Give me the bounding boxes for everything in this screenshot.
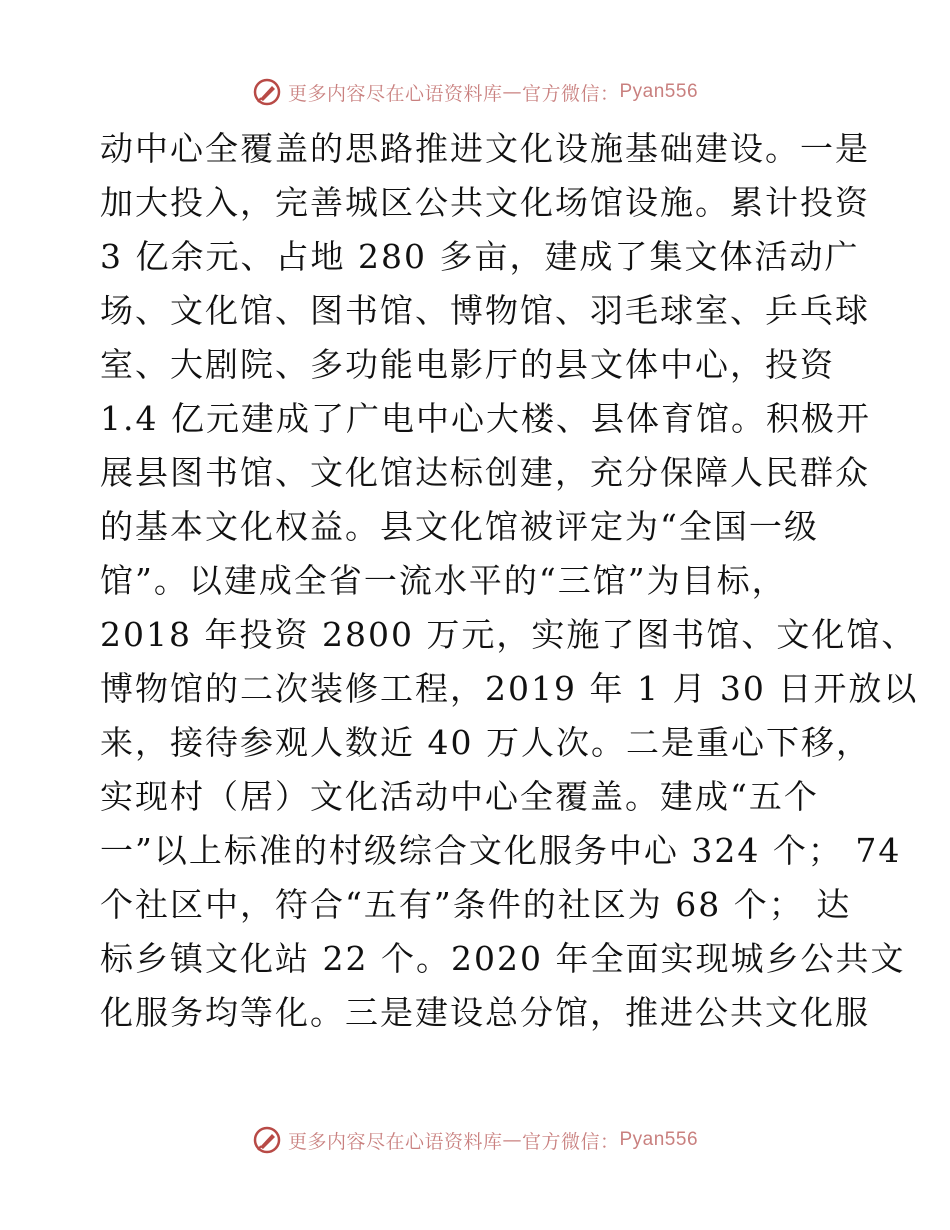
body-line: 场、文化馆、图书馆、博物馆、羽毛球室、乒乓球 (100, 291, 870, 330)
body-line: 2018 年投资 2800 万元，实施了图书馆、文化馆、 (100, 615, 917, 654)
footer-banner (0, 1120, 950, 1160)
footer-brand-text: 更多内容尽在心语资料库 (287, 1130, 503, 1153)
body-line: 个社区中，符合“五有”条件的社区为 68 个； 达 (100, 885, 852, 924)
body-line: 一”以上标准的村级综合文化服务中心 324 个； 74 (100, 831, 902, 870)
header-brand-text: 更多内容尽在心语资料库 (287, 82, 503, 105)
body-line: 实现村（居）文化活动中心全覆盖。建成“五个 (100, 777, 819, 816)
header-banner (0, 72, 950, 112)
document-body (100, 122, 919, 1040)
header-wechat-label: 官方微信： (521, 82, 620, 105)
body-line: 3 亿余元、占地 280 多亩，建成了集文体活动广 (100, 237, 860, 276)
body-line: 的基本文化权益。县文化馆被评定为“全国一级 (100, 507, 819, 546)
header-separator: — (502, 81, 522, 103)
body-line: 展县图书馆、文化馆达标创建，充分保障人民群众 (100, 453, 870, 492)
footer-separator: — (502, 1129, 522, 1151)
body-line: 动中心全覆盖的思路推进文化设施基础建设。一是 (100, 129, 870, 168)
footer-wechat-label: 官方微信： (521, 1130, 620, 1153)
footer-wechat-id: Pyan556 (619, 1129, 699, 1150)
body-line: 室、大剧院、多功能电影厅的县文体中心，投资 (100, 345, 835, 384)
body-line: 化服务均等化。三是建设总分馆，推进公共文化服 (100, 993, 870, 1032)
body-line: 馆”。以建成全省一流水平的“三馆”为目标， (100, 561, 787, 600)
body-line: 标乡镇文化站 22 个。2020 年全面实现城乡公共文 (100, 939, 906, 978)
quill-logo-icon (252, 77, 282, 107)
body-line: 1.4 亿元建成了广电中心大楼、县体育馆。积极开 (100, 399, 871, 438)
body-line: 来，接待参观人数近 40 万人次。二是重心下移， (100, 723, 871, 762)
quill-logo-icon (252, 1125, 282, 1155)
header-wechat-id: Pyan556 (619, 81, 699, 102)
body-line: 加大投入，完善城区公共文化场馆设施。累计投资 (100, 183, 870, 222)
body-line: 博物馆的二次装修工程，2019 年 1 月 30 日开放以 (100, 669, 919, 708)
